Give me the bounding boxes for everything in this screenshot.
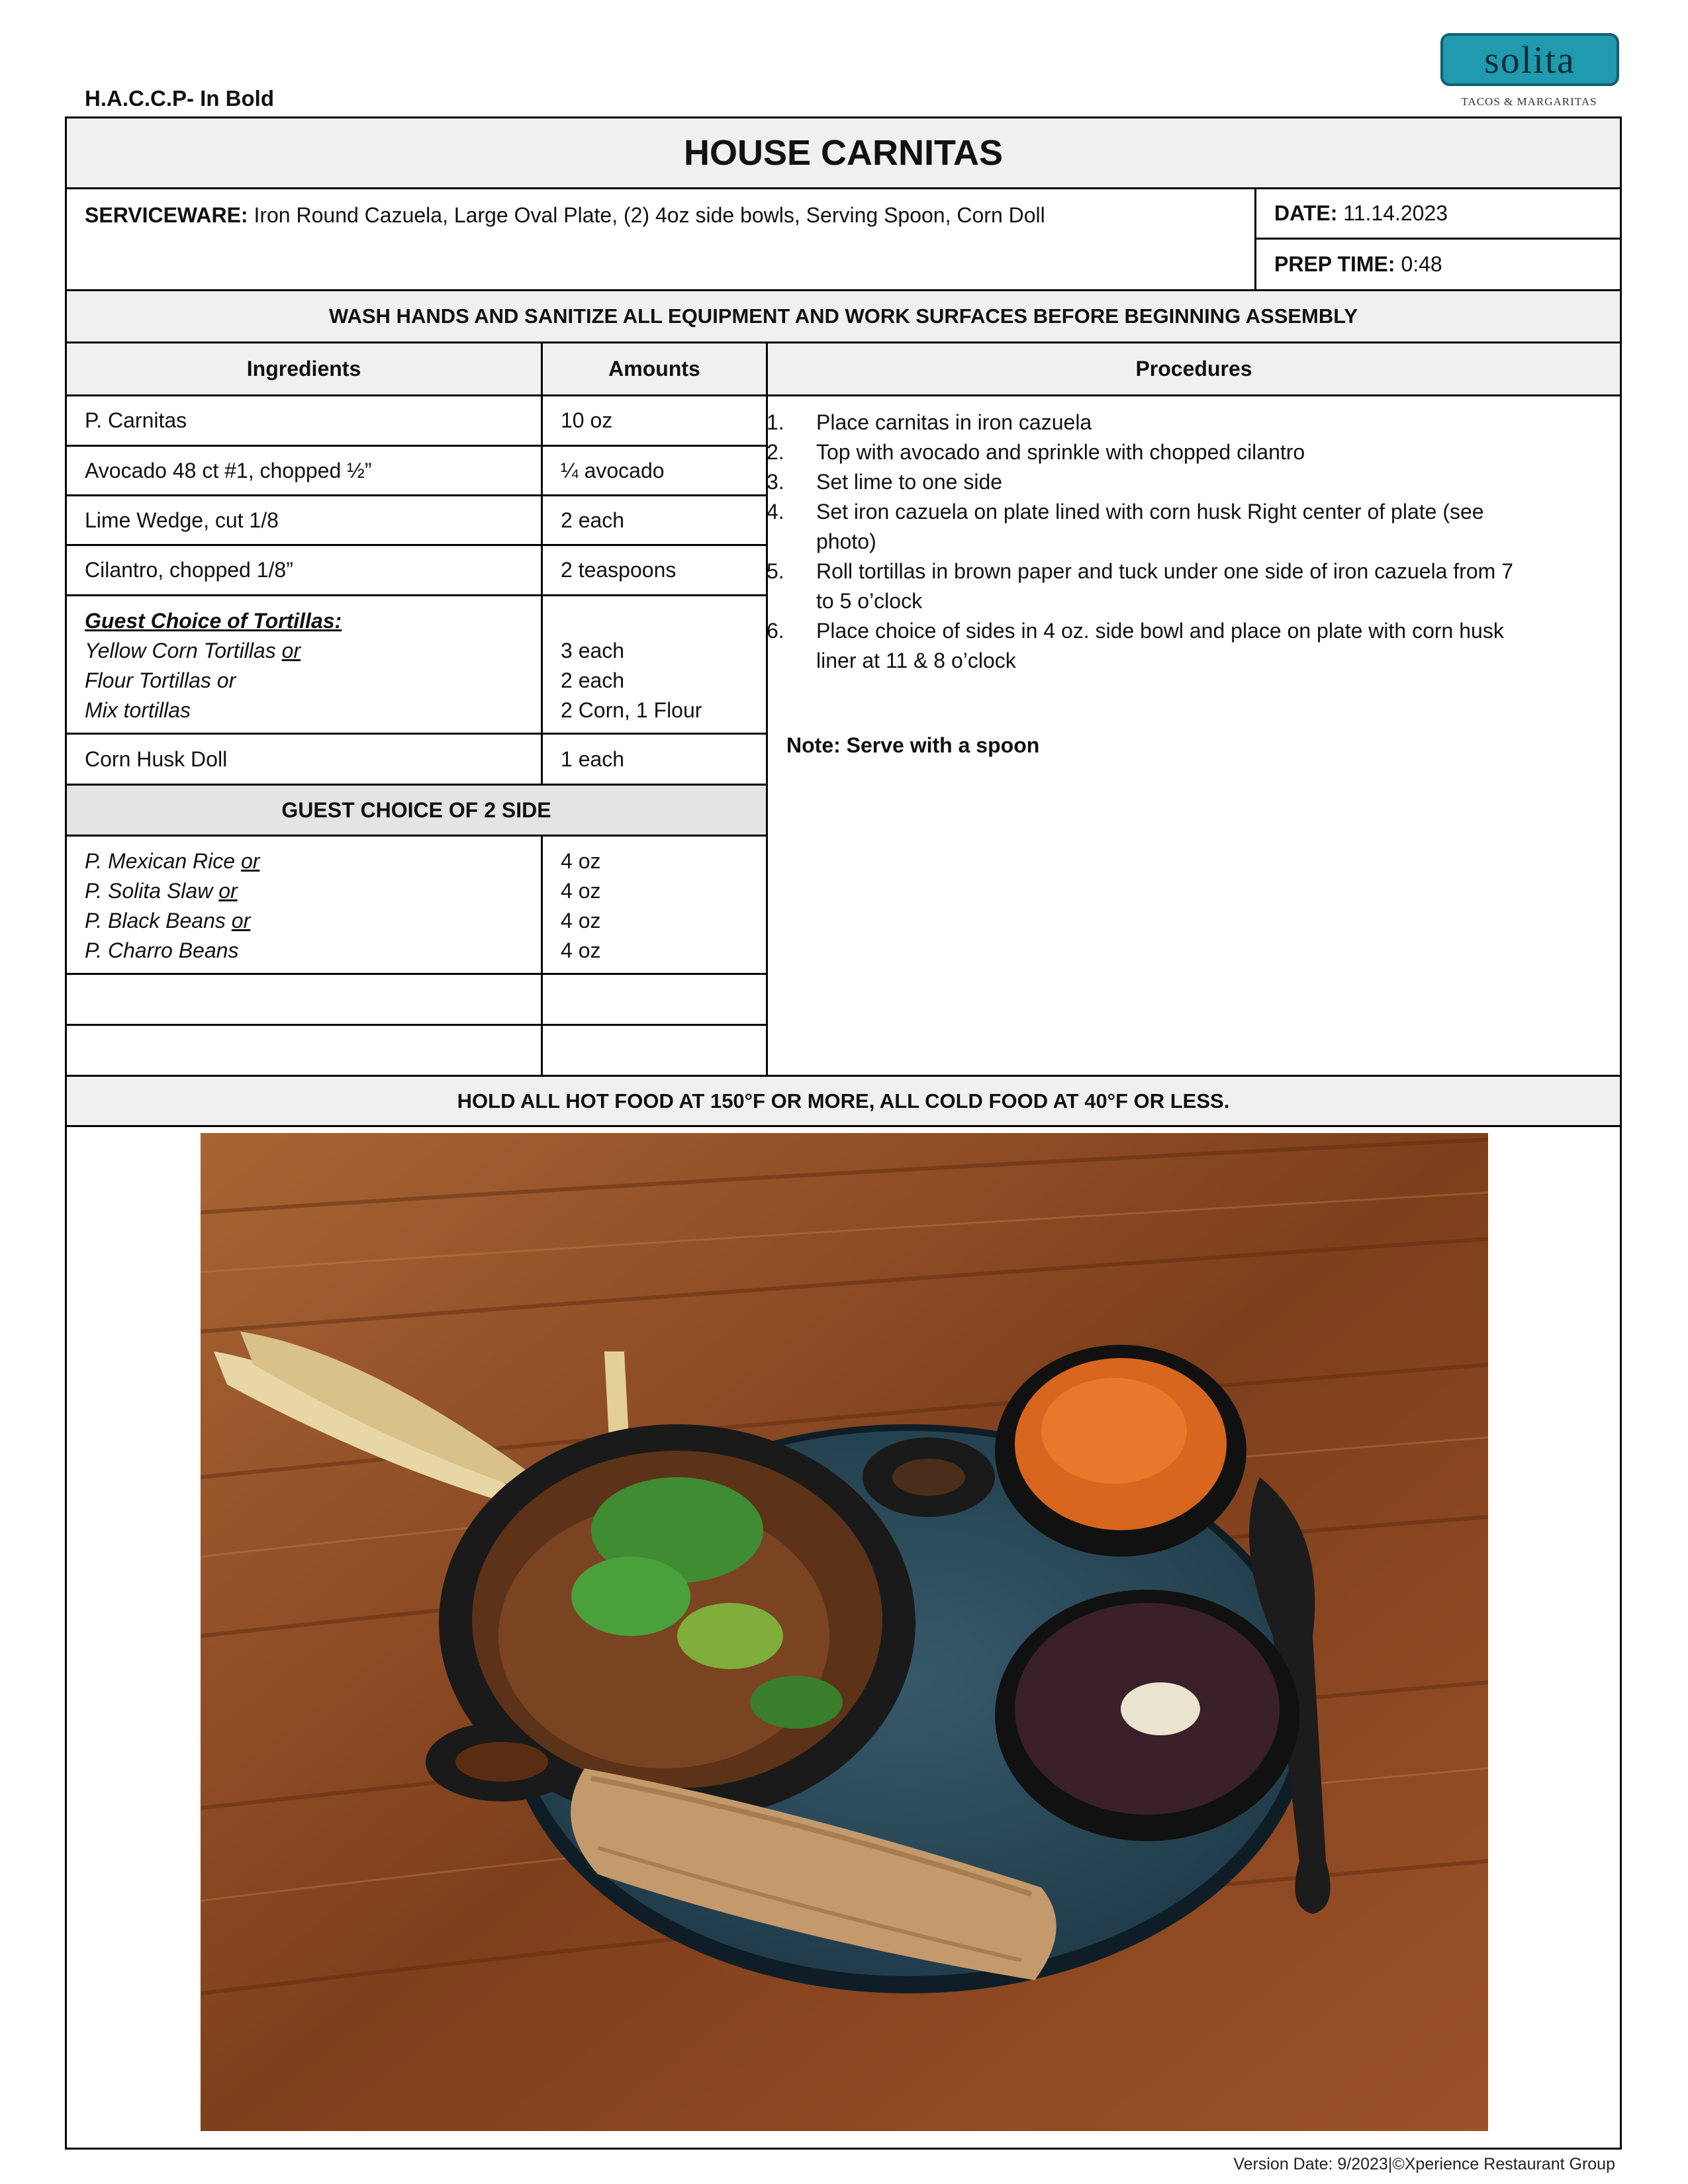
empty-row-cell <box>541 1024 768 1077</box>
step-text: Top with avocado and sprinkle with chopped cilantro <box>816 440 1305 464</box>
step-text: Set lime to one side <box>816 470 1003 494</box>
logo-tagline: TACOS & MARGARITAS <box>1461 95 1597 108</box>
step-text: photo) <box>816 529 876 553</box>
prep-time-value: 0:48 <box>1395 252 1442 276</box>
procedure-step-continued <box>767 586 1614 616</box>
step-text: Set iron cazuela on plate lined with corn husk Right center of plate (see <box>816 500 1484 523</box>
prep-time-label: PREP TIME: <box>1274 252 1395 276</box>
procedure-step <box>767 616 1614 646</box>
tortilla-option: Yellow Corn Tortillas <box>85 639 282 662</box>
empty-row-cell <box>541 973 768 1026</box>
ingredient-name: Cilantro, chopped 1/8” <box>65 544 543 596</box>
dish-photo <box>201 1133 1488 2131</box>
step-number: 4. <box>767 500 784 523</box>
prep-time-cell <box>1254 238 1622 291</box>
procedure-step <box>767 408 1614 437</box>
step-text: Place carnitas in iron cazuela <box>816 410 1092 434</box>
step-text: Roll tortillas in brown paper and tuck under one side of iron cazuela from 7 <box>816 559 1514 583</box>
or-connector: or <box>218 879 238 903</box>
tortilla-amount-cell <box>541 594 768 735</box>
dish-photo-illustration <box>201 1133 1488 2131</box>
sides-heading: GUEST CHOICE OF 2 SIDE <box>65 784 768 837</box>
ingredient-amount: 1 each <box>541 733 768 786</box>
logo-wordmark: solita <box>1440 33 1619 86</box>
side-amount: 4 oz <box>561 909 601 933</box>
tortilla-option: Flour Tortillas or <box>85 668 236 692</box>
tortilla-choice-heading: Guest Choice of Tortillas: <box>85 609 342 633</box>
procedures-list <box>767 408 1614 676</box>
serving-note: Note: Serve with a spoon <box>786 733 1040 757</box>
date-value: 11.14.2023 <box>1337 201 1448 225</box>
or-connector: or <box>281 639 301 662</box>
ingredient-name: Corn Husk Doll <box>65 733 543 786</box>
side-amount: 4 oz <box>561 938 601 962</box>
procedure-step-continued <box>767 646 1614 676</box>
step-number: 3. <box>767 470 784 494</box>
step-number: 1. <box>767 410 784 434</box>
ingredient-amount: 10 oz <box>541 394 768 447</box>
step-number: 6. <box>767 619 784 643</box>
procedure-step <box>767 467 1614 497</box>
side-amount: 4 oz <box>561 849 601 873</box>
step-text: Place choice of sides in 4 oz. side bowl and place on plate with corn husk <box>816 619 1504 643</box>
side-option: P. Charro Beans <box>85 938 239 962</box>
side-amount: 4 oz <box>561 879 601 903</box>
serviceware-value: Iron Round Cazuela, Large Oval Plate, (2) 4oz side bowls, Serving Spoon, Corn Doll <box>248 203 1045 227</box>
procedures-header: Procedures <box>766 341 1622 396</box>
step-number: 5. <box>767 559 784 583</box>
tortilla-amount: 3 each <box>561 639 625 662</box>
step-text: liner at 11 & 8 o’clock <box>816 649 1016 672</box>
sides-amount-cell <box>541 835 768 975</box>
or-connector: or <box>240 849 260 873</box>
procedure-step-continued <box>767 527 1614 557</box>
side-option: P. Mexican Rice <box>85 849 241 873</box>
side-option: P. Black Beans <box>85 909 232 933</box>
procedure-step <box>767 497 1614 527</box>
empty-row-cell <box>65 973 543 1026</box>
tortilla-amount: 2 Corn, 1 Flour <box>561 698 702 722</box>
step-text: to 5 o’clock <box>816 589 923 613</box>
serviceware-cell <box>65 187 1256 291</box>
side-option: P. Solita Slaw <box>85 879 219 903</box>
ingredient-amount: 2 each <box>541 494 768 546</box>
date-label: DATE: <box>1274 201 1338 225</box>
hold-temperature-banner: HOLD ALL HOT FOOD AT 150°F OR MORE, ALL COLD FOOD AT 40°F OR LESS. <box>65 1075 1622 1127</box>
empty-row-cell <box>65 1024 543 1077</box>
ingredients-header: Ingredients <box>65 341 543 396</box>
solita-logo <box>1436 33 1622 113</box>
or-connector: or <box>231 909 251 933</box>
ingredient-name: P. Carnitas <box>65 394 543 447</box>
ingredient-name: Lime Wedge, cut 1/8 <box>65 494 543 546</box>
procedure-step <box>767 557 1614 586</box>
procedure-step <box>767 437 1614 467</box>
serviceware-label: SERVICEWARE: <box>85 203 248 227</box>
version-footer: Version Date: 9/2023|©Xperience Restaurant Group <box>1233 2155 1615 2173</box>
ingredient-amount: ¼ avocado <box>541 445 768 496</box>
wash-hands-banner: WASH HANDS AND SANITIZE ALL EQUIPMENT AND WORK SURFACES BEFORE BEGINNING ASSEMBLY <box>65 289 1622 343</box>
haccp-note: H.A.C.C.P- In Bold <box>85 86 274 111</box>
ingredient-amount: 2 teaspoons <box>541 544 768 596</box>
ingredient-name: Avocado 48 ct #1, chopped ½” <box>65 445 543 496</box>
sides-cell <box>65 835 543 975</box>
tortilla-choice-cell <box>65 594 543 735</box>
date-cell <box>1254 187 1622 240</box>
tortilla-amount: 2 each <box>561 668 625 692</box>
recipe-title: HOUSE CARNITAS <box>65 116 1622 189</box>
amounts-header: Amounts <box>541 341 768 396</box>
tortilla-option: Mix tortillas <box>85 698 191 722</box>
step-number: 2. <box>767 440 784 464</box>
